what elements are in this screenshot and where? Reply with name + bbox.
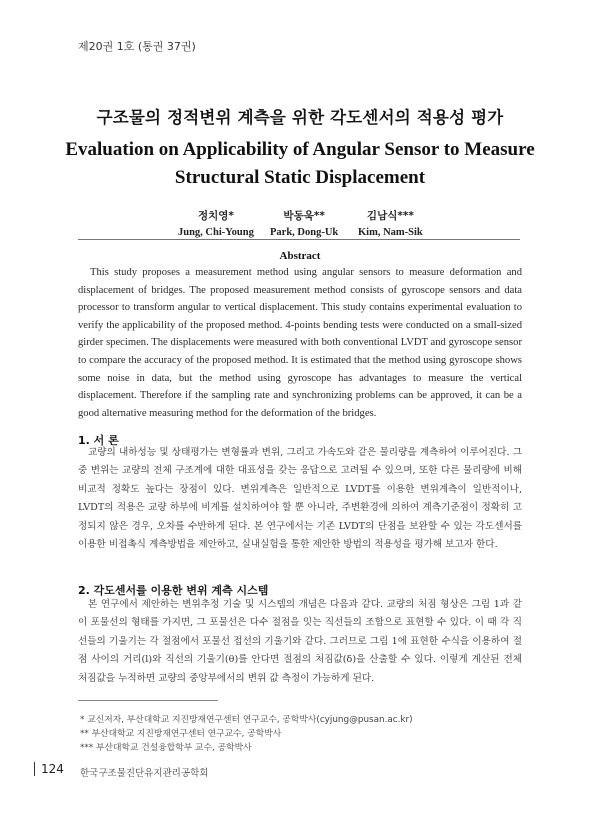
section-2-heading: 2. 각도센서를 이용한 변위 계측 시스템 <box>78 584 269 597</box>
journal-issue-info: 제20권 1호 (통권 37권) <box>78 40 196 53</box>
footnote-1: * 교신저자, 부산대학교 지진방재연구센터 연구교수, 공학박사(cyjung@pusan.ac.kr) <box>80 715 413 725</box>
journal-name: 한국구조물진단유지관리공학회 <box>80 768 209 779</box>
author-3 <box>358 208 423 238</box>
abstract-heading: Abstract <box>279 250 321 262</box>
author-1-english-name: Jung, Chi-Young <box>178 227 254 238</box>
author-2 <box>270 208 338 238</box>
author-2-english-name: Park, Dong-Uk <box>270 227 339 238</box>
section-1-heading: 1. 서 론 <box>78 434 119 447</box>
english-title-line-2: Structural Static Displacement <box>174 167 426 188</box>
footnote-2: ** 부산대학교 지진방재연구센터 연구교수, 공학박사 <box>80 729 282 739</box>
author-1 <box>178 208 254 238</box>
section-2-text: 본 연구에서 제안하는 변위추정 기술 및 시스템의 개념은 다음과 같다. 교량의 처짐 형상은 그림 1과 같이 포물선의 형태를 가지면, 그 포물선은 다수 절점을 잇는 직선들의 조합으로 표현할 수 있다. 이 때 각 직선들의 기울기는 각 절점에서 포물선 접선의 기울기와 같다. 그러므로 그림 1에 표현한 수식을 이용하여 절점 사이의 거리(l)와 직선의 기울기(θ)를 안다면 절점의 처짐값(δ)을 산출할 수 있다. 이렇게 계산된 전체 처짐값을 누적하면 교량의 중앙부에서의 변위 값 측정이 가능하게 된다. <box>78 599 522 684</box>
author-2-korean-name: 박동욱** <box>283 210 325 222</box>
author-3-korean-name: 김남식*** <box>366 210 414 222</box>
footnote-divider <box>78 700 218 701</box>
section-1-text: 교량의 내하성능 및 상태평가는 변형률과 변위, 그리고 가속도와 같은 물리량을 계측하여 이루어진다. 그 중 변위는 교량의 전체 구조계에 대한 대표성을 갖는 응답으로 고려될 수 있으며, 또한 다른 물리량에 비해 비교적 정확도 높다는 장점이 있다. 변위계측은 일반적으로 LVDT를 이용한 변위계측이 일반적이나, LVDT의 적용은 교량 하부에 비계를 설치하여야 할 뿐 아니라, 주변환경에 의하여 계측기준점이 정확히 고정되지 않은 경우, 오차를 수반하게 된다. 본 연구에서는 기존 LVDT의 단점을 보완할 수 있는 각도센서를 이용한 비접촉식 계측방법을 제안하고, 실내실험을 통한 제안한 방법의 적용성을 평가해 보고자 한다. <box>78 447 522 551</box>
author-1-korean-name: 정치영* <box>197 210 234 222</box>
korean-title: 구조물의 정적변위 계측을 위한 각도센서의 적용성 평가 <box>96 108 504 127</box>
english-title-line-1: Evaluation on Applicability of Angular Sensor to Measure <box>65 139 535 160</box>
english-title <box>40 136 560 192</box>
title-divider <box>78 239 520 240</box>
author-3-english-name: Kim, Nam-Sik <box>358 227 423 238</box>
abstract-text: This study proposes a measurement method using angular sensors to measure deformation and displacement of bridges. The proposed measurement method consists of gyroscope sensors and data processor to transform angular to vertical displacement. This study contains experimental evaluation to verify the applicability of the proposed method. 4-points bending tests were conducted on a small-sized girder specimen. The displacements were measured with both conventional LVDT and gyroscope sensor to compare the accuracy of the proposed method. It is estimated that the method using gyroscope shows some noise in data, but the method using gyroscope has advantages to measure the vertical displacement. Therefore if the sampling rate and synchronizing problems can be approved, it can be a good alternative measuring method for the deformation of the bridges. <box>78 267 522 419</box>
footnote-3: *** 부산대학교 건설융합학부 교수, 공학박사 <box>80 743 252 753</box>
page-number: 124 <box>34 762 64 776</box>
